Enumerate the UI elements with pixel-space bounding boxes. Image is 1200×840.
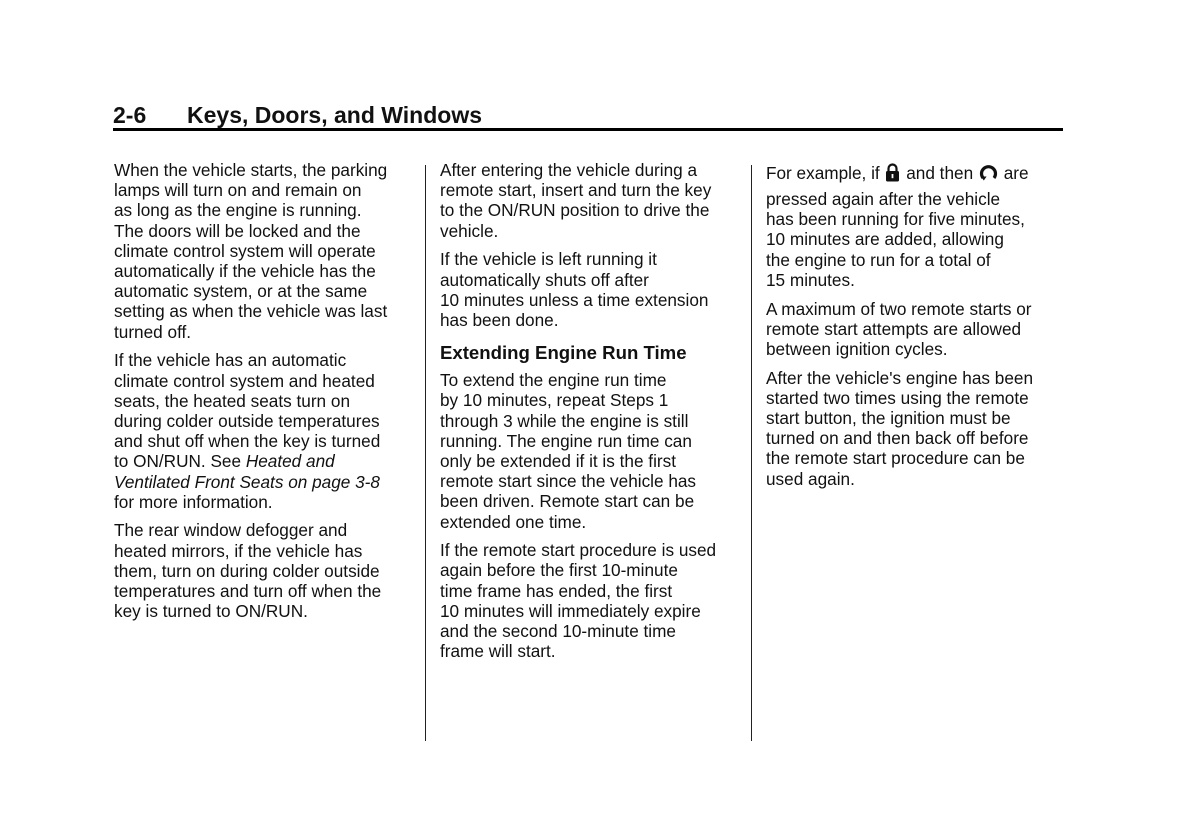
paragraph <box>766 299 1058 360</box>
text-line: heated mirrors, if the vehicle has <box>114 540 363 561</box>
text-line: 10 minutes are added, allowing <box>766 229 1004 250</box>
text-line: the engine to run for a total of <box>766 249 991 270</box>
text-line: the remote start procedure can be <box>766 448 1025 469</box>
cross-reference-link[interactable]: Ventilated Front Seats on page 3-8 <box>114 471 380 492</box>
text-line: 10 minutes unless a time extension <box>440 289 709 310</box>
text-line: After entering the vehicle during a <box>440 160 698 180</box>
text-line: and shut off when the key is turned <box>114 431 381 452</box>
text-line: only be extended if it is the first <box>440 450 676 471</box>
text-line: To extend the engine run time <box>440 370 667 391</box>
text-line: them, turn on during colder outside <box>114 560 380 581</box>
text-line: The doors will be locked and the <box>114 220 361 241</box>
text-line: extended one time. <box>440 511 587 532</box>
text-line: If the vehicle has an automatic <box>114 350 347 371</box>
text-line: vehicle. <box>440 220 499 241</box>
paragraph <box>766 368 1058 489</box>
text-line <box>114 451 414 471</box>
page-number: 2-6 <box>113 102 147 128</box>
text-line: started two times using the remote <box>766 387 1029 408</box>
text-line: A maximum of two remote starts or <box>766 298 1032 319</box>
text-line: If the vehicle is left running it <box>440 249 657 270</box>
text-line: frame will start. <box>440 641 556 662</box>
text-line: automatically shuts off after <box>440 269 649 290</box>
text-line: lamps will turn on and remain on <box>114 180 362 201</box>
text-line: used again. <box>766 468 855 489</box>
text-fragment: For example, if <box>766 163 885 183</box>
column-divider-1 <box>425 165 426 741</box>
text-line: has been running for five minutes, <box>766 209 1025 230</box>
text-line: start button, the ignition must be <box>766 408 1011 429</box>
text-fragment: are <box>998 163 1029 183</box>
text-line: remote start since the vehicle has <box>440 471 697 492</box>
section-heading: Extending Engine Run Time <box>440 342 687 364</box>
text-line: temperatures and turn off when the <box>114 581 382 602</box>
paragraph <box>114 520 414 621</box>
text-line: been driven. Remote start can be <box>440 491 695 512</box>
text-column-3 <box>766 160 1058 497</box>
remote-start-icon <box>979 163 998 189</box>
text-line: After the vehicle's engine has been <box>766 367 1034 388</box>
text-line: remote start, insert and turn the key <box>440 180 712 201</box>
text-line: by 10 minutes, repeat Steps 1 <box>440 390 669 411</box>
text-fragment: to ON/RUN. See <box>114 451 246 472</box>
text-line: 15 minutes. <box>766 269 855 290</box>
text-column-1 <box>114 160 414 630</box>
text-line: as long as the engine is running. <box>114 200 362 221</box>
text-line: The rear window defogger and <box>114 520 348 541</box>
paragraph <box>440 370 740 532</box>
paragraph <box>440 249 740 330</box>
text-line: between ignition cycles. <box>766 338 948 359</box>
text-line: seats, the heated seats turn on <box>114 390 351 411</box>
header-rule <box>113 128 1063 131</box>
paragraph <box>440 160 740 241</box>
text-line <box>766 160 1058 189</box>
text-line: to the ON/RUN position to drive the <box>440 200 710 221</box>
text-line: for more information. <box>114 491 273 512</box>
column-divider-2 <box>751 165 752 741</box>
text-line: and the second 10-minute time <box>440 621 676 642</box>
text-line: during colder outside temperatures <box>114 410 380 431</box>
text-line: pressed again after the vehicle <box>766 189 1001 209</box>
text-line: setting as when the vehicle was last <box>114 301 388 322</box>
text-fragment: and then <box>901 163 978 183</box>
lock-icon <box>885 163 900 189</box>
cross-reference-link[interactable]: Heated and <box>245 451 335 472</box>
paragraph <box>114 350 414 512</box>
text-line: remote start attempts are allowed <box>766 318 1022 339</box>
text-column-2 <box>440 160 740 670</box>
paragraph <box>114 160 414 342</box>
paragraph <box>440 540 740 661</box>
text-line: key is turned to ON/RUN. <box>114 601 308 622</box>
text-line: When the vehicle starts, the parking <box>114 160 388 180</box>
text-line: If the remote start procedure is used <box>440 540 717 561</box>
text-line: turned on and then back off before <box>766 428 1029 449</box>
text-line: climate control system will operate <box>114 240 376 261</box>
text-line: has been done. <box>440 309 559 330</box>
text-line: time frame has ended, the first <box>440 580 673 601</box>
text-line: running. The engine run time can <box>440 430 692 451</box>
text-line: again before the first 10-minute <box>440 560 678 581</box>
text-line: climate control system and heated <box>114 370 375 391</box>
paragraph <box>766 160 1058 290</box>
text-line: turned off. <box>114 321 192 342</box>
text-line: 10 minutes will immediately expire <box>440 600 701 621</box>
text-line: through 3 while the engine is still <box>440 410 689 431</box>
page-header <box>113 100 1063 130</box>
text-line: automatically if the vehicle has the <box>114 261 376 282</box>
text-line: automatic system, or at the same <box>114 281 368 302</box>
chapter-title: Keys, Doors, and Windows <box>187 102 483 128</box>
